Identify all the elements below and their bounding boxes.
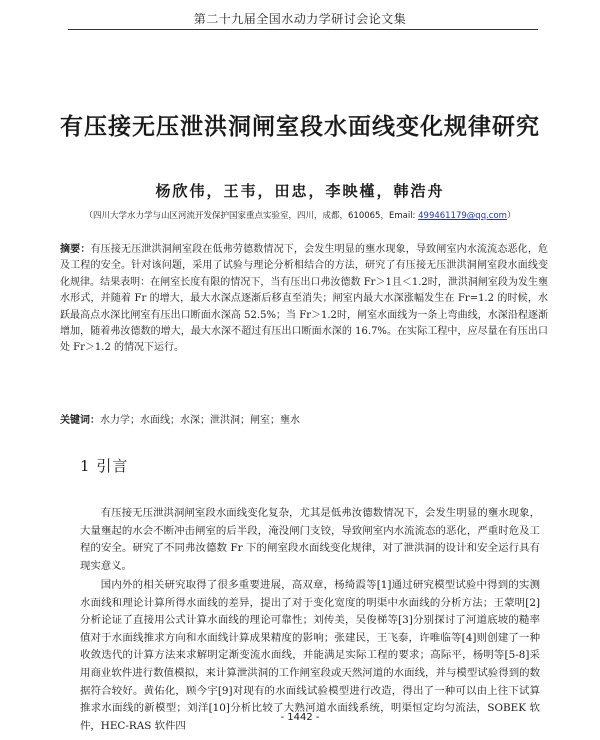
section-title: 引言: [96, 457, 129, 475]
section-heading: [80, 455, 128, 476]
running-header: 第二十九届全国水动力学研讨会论文集: [193, 12, 407, 26]
affiliation-text: （四川大学水力学与山区河流开发保护国家重点实验室，四川，成都，610065，Email:: [84, 211, 419, 221]
abstract-label: 摘要：: [60, 244, 91, 255]
body-paragraph: 国内外的相关研究取得了很多重要进展，高双章，杨绮霞等[1]通过研究模型试验中得到的实测水面线和理论计算所得水面线的差异，提出了对于变化宽度的明渠中水面线的分析方法；王蒙明[2]分析论证了直接用公式计算水面线的理论可靠性；刘传美，吴俊梯等[3]分别探讨了河道底坡的糙率值对于水面线推求方向和水面线计算成果精度的影响；张建民，王飞泰，许唯临等[4]则创建了一种收敛迭代的计算方法来求解明定渐变流水面线，并能满足实际工程的要求；高际平，杨明等[5-8]采用商业软件进行数值模拟，来计算泄洪洞的工作闸室段或天然河道的水面线，并与模型试验得到的数据符合较好。黄佑化，顾今宇[9]对现有的水面线试验模型进行改造，得出了一种可以由上往下试算推求水面线的新模型；刘洋[10]分析比较了大熟河道水面线系统，明渠恒定均匀流法，SOBEK 软件，HEC-RAS 软件四: [80, 579, 540, 732]
section-number: 1: [80, 457, 91, 475]
keywords-text: 水力学；水面线；水深；泄洪洞；闸室；壅水: [100, 415, 300, 426]
page-number: - 1442 -: [280, 712, 320, 723]
paper-title: 有压接无压泄洪洞闸室段水面线变化规律研究: [60, 114, 540, 140]
body-paragraph: 有压接无压泄洪洞闸室段水面线变化复杂，尤其是低弗汝德数情况下，会发生明显的壅水现象，大量壅起的水会不断冲击闸室的后半段，淹没闸门支铰，导致闸室内水流流态的恶化，严重时危及工程的安全。研究了不同弗汝德数 Fr 下的闸室段水面线变化规律，对了泄洪洞的设计和安全运行具有现实意义。: [80, 507, 540, 572]
header-divider: [68, 29, 538, 30]
author-list: 杨欣伟，王韦，田忠，李映槿，韩浩舟: [155, 182, 445, 200]
affiliation: [60, 209, 540, 221]
keywords: [60, 413, 548, 429]
keywords-label: 关键词：: [60, 415, 100, 426]
abstract-text: 有压接无压泄洪洞闸室段在低弗劳德数情况下，会发生明显的壅水现象，导致闸室内水流流态恶化，危及工程的安全。针对该问题，采用了试验与理论分析相结合的方法，研究了有压接无压泄洪洞闸室段水面线变化规律。结果表明：在闸室长度有限的情况下，当有压出口弗汝德数 Fr＞1且＜1.2时，泄洪洞闸室段为发生壅水形式，并随着 Fr 的增大，最大水深点逐渐后移直至消失；闸室内最大水深涨幅发生在 Fr=1.2 的时候，水跃最高点水深比闸室有压出口断面水深高 52.5%；当 Fr＞1.2时，闸室水面线为一条上弯曲线，水深沿程逐渐增加，随着弗汝德数的增大，最大水深不超过有压出口断面水深的 16.7%。在实际工程中，应尽量在有压出口处 Fr＞1.2 的情况下运行。: [60, 244, 549, 354]
abstract: [60, 242, 548, 357]
affiliation-close: ）: [506, 211, 516, 221]
email-link[interactable]: 499461179@qq.com: [418, 211, 507, 221]
